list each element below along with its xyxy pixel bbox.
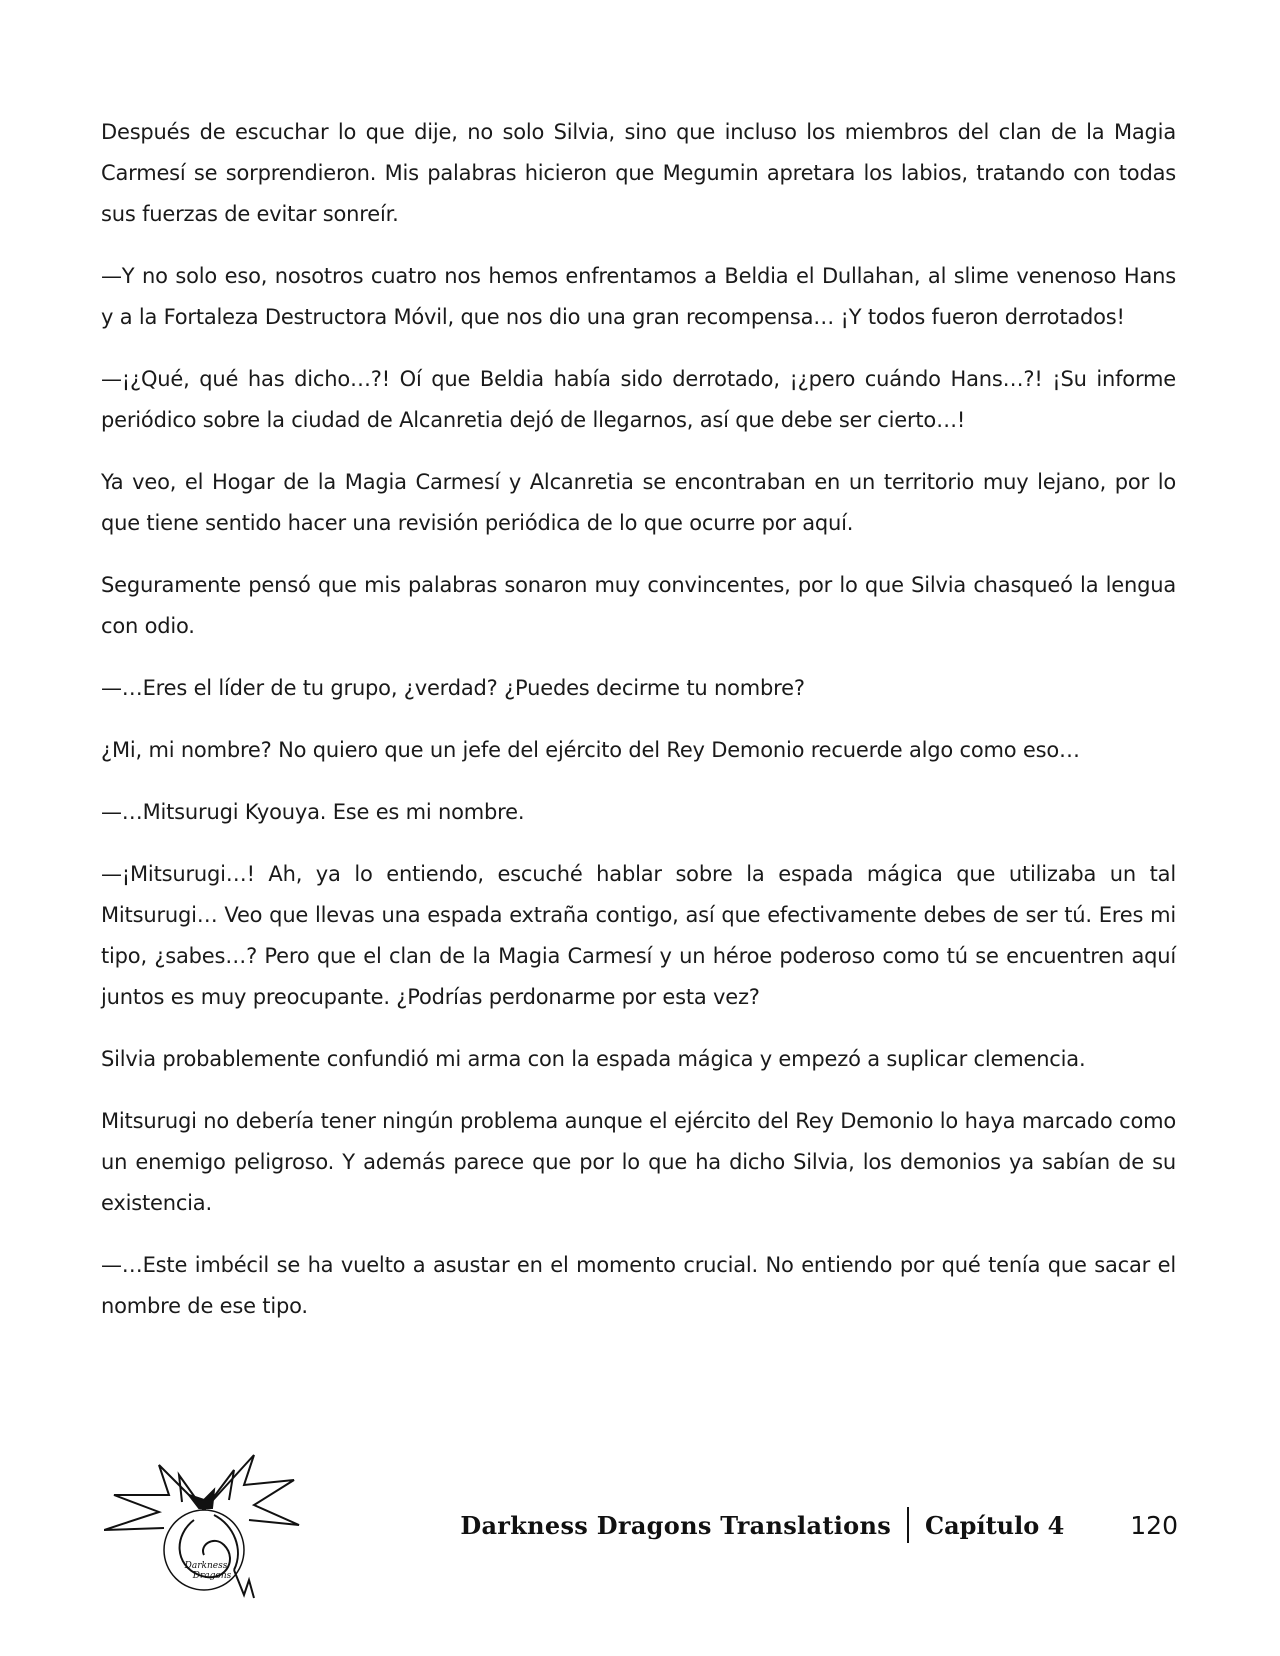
paragraph-10: Silvia probablemente confundió mi arma con la espada mágica y empezó a suplicar clemencia. (101, 1047, 1086, 1071)
paragraph-6: —…Eres el líder de tu grupo, ¿verdad? ¿Puedes decirme tu nombre? (101, 676, 805, 700)
dragon-logo-icon (104, 1450, 304, 1600)
paragraph-11: Mitsurugi no debería tener ningún problema aunque el ejército del Rey Demonio lo haya marcado como un enemigo peligroso. Y además parece que por lo que ha dicho Silvia, los demonios ya sabían de su existencia. (101, 1109, 1176, 1215)
paragraph-12: —…Este imbécil se ha vuelto a asustar en el momento crucial. No entiendo por qué tenía que sacar el nombre de ese tipo. (101, 1253, 1176, 1318)
page-footer (0, 1450, 1280, 1610)
paragraph-5: Seguramente pensó que mis palabras sonaron muy convincentes, por lo que Silvia chasqueó la lengua con odio. (101, 573, 1176, 638)
paragraph-8: —…Mitsurugi Kyouya. Ese es mi nombre. (101, 800, 525, 824)
footer-separator (907, 1507, 909, 1543)
paragraph-3: —¡¿Qué, qué has dicho…?! Oí que Beldia había sido derrotado, ¡¿pero cuándo Hans…?! ¡Su informe periódico sobre la ciudad de Alcanretia dejó de llegarnos, así que debe ser cierto…! (101, 367, 1176, 432)
paragraph-4: Ya veo, el Hogar de la Magia Carmesí y Alcanretia se encontraban en un territorio muy lejano, por lo que tiene sentido hacer una revisión periódica de lo que ocurre por aquí. (101, 470, 1176, 535)
footer-chapter: Capítulo 4 (925, 1510, 1065, 1540)
paragraph-9: —¡Mitsurugi…! Ah, ya lo entiendo, escuché hablar sobre la espada mágica que utilizaba un tal Mitsurugi… Veo que llevas una espada extraña contigo, así que efectivamente debes de ser tú. Eres mi tipo, ¿sabes…? Pero que el clan de la Magia Carmesí y un héroe poderoso como tú se encuentren aquí juntos es muy preocupante. ¿Podrías perdonarme por esta vez? (101, 862, 1176, 1009)
logo-text-darkness: Darkness (184, 1561, 228, 1571)
body-text (101, 112, 1176, 1348)
logo-text-dragons: Dragons (192, 1571, 232, 1581)
page-number: 120 (1130, 1510, 1178, 1540)
paragraph-7: ¿Mi, mi nombre? No quiero que un jefe del ejército del Rey Demonio recuerde algo como eso… (101, 738, 1080, 762)
footer-line (460, 1507, 1178, 1543)
paragraph-2: —Y no solo eso, nosotros cuatro nos hemos enfrentamos a Beldia el Dullahan, al slime venenoso Hans y a la Fortaleza Destructora Móvil, que nos dio una gran recompensa… ¡Y todos fueron derrotados! (101, 264, 1176, 329)
paragraph-1: Después de escuchar lo que dije, no solo Silvia, sino que incluso los miembros del clan de la Magia Carmesí se sorprendieron. Mis palabras hicieron que Megumin apretara los labios, tratando con todas sus fuerzas de evitar sonreír. (101, 120, 1176, 226)
footer-credit: Darkness Dragons Translations (460, 1510, 892, 1540)
